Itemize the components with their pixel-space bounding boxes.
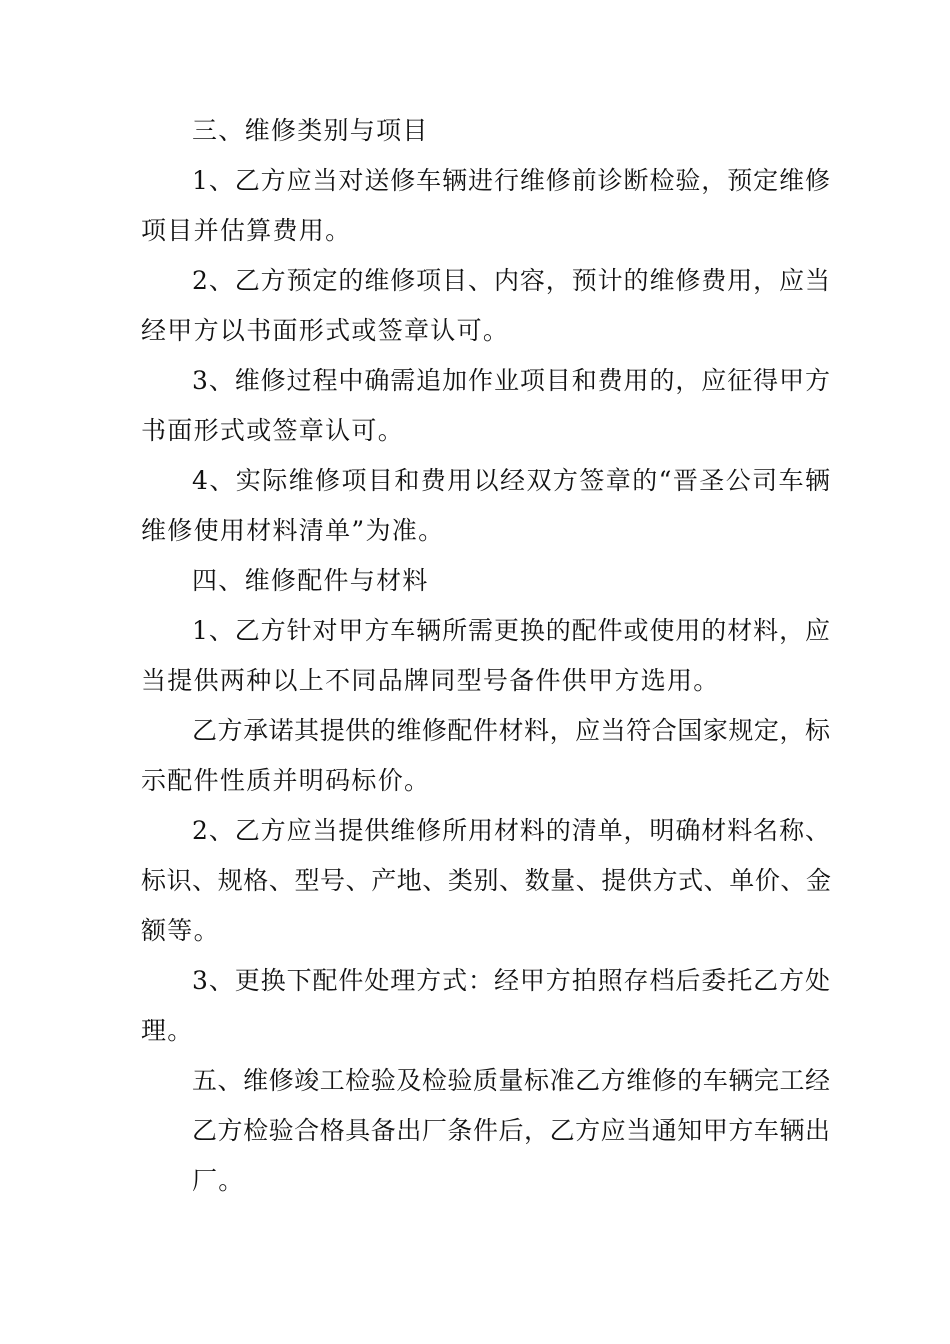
paragraph-line: 额等。 [141, 916, 220, 945]
paragraph-line: 3、更换下配件处理方式：经甲方拍照存档后委托乙方处 [192, 966, 830, 995]
paragraph-line: 维修使用材料清单”为准。 [141, 516, 445, 545]
paragraph-line: 3、维修过程中确需追加作业项目和费用的，应征得甲方 [192, 366, 830, 395]
paragraph-line: 1、乙方针对甲方车辆所需更换的配件或使用的材料，应 [192, 616, 830, 645]
paragraph-line: 2、乙方预定的维修项目、内容，预计的维修费用，应当 [192, 266, 830, 295]
section-heading-4: 四、维修配件与材料 [192, 566, 429, 595]
paragraph-line: 书面形式或签章认可。 [141, 416, 405, 445]
paragraph-line: 乙方检验合格具备出厂条件后，乙方应当通知甲方车辆出 [192, 1116, 830, 1145]
paragraph-line: 1、乙方应当对送修车辆进行维修前诊断检验，预定维修 [192, 166, 830, 195]
paragraph-line: 项目并估算费用。 [141, 216, 352, 245]
paragraph-line: 乙方承诺其提供的维修配件材料，应当符合国家规定，标 [192, 716, 830, 745]
paragraph-line: 2、乙方应当提供维修所用材料的清单，明确材料名称、 [192, 816, 830, 845]
paragraph-line: 理。 [141, 1016, 194, 1045]
paragraph-line: 当提供两种以上不同品牌同型号备件供甲方选用。 [141, 666, 720, 695]
section-heading-3: 三、维修类别与项目 [192, 116, 429, 145]
paragraph-line: 标识、规格、型号、产地、类别、数量、提供方式、单价、金 [141, 866, 831, 895]
paragraph-line: 经甲方以书面形式或签章认可。 [141, 316, 510, 345]
section-heading-5: 五、维修竣工检验及检验质量标准乙方维修的车辆完工经 [192, 1066, 830, 1095]
paragraph-line: 示配件性质并明码标价。 [141, 766, 431, 795]
paragraph-line: 4、实际维修项目和费用以经双方签章的“晋圣公司车辆 [192, 466, 830, 495]
paragraph-line: 厂。 [192, 1166, 245, 1195]
